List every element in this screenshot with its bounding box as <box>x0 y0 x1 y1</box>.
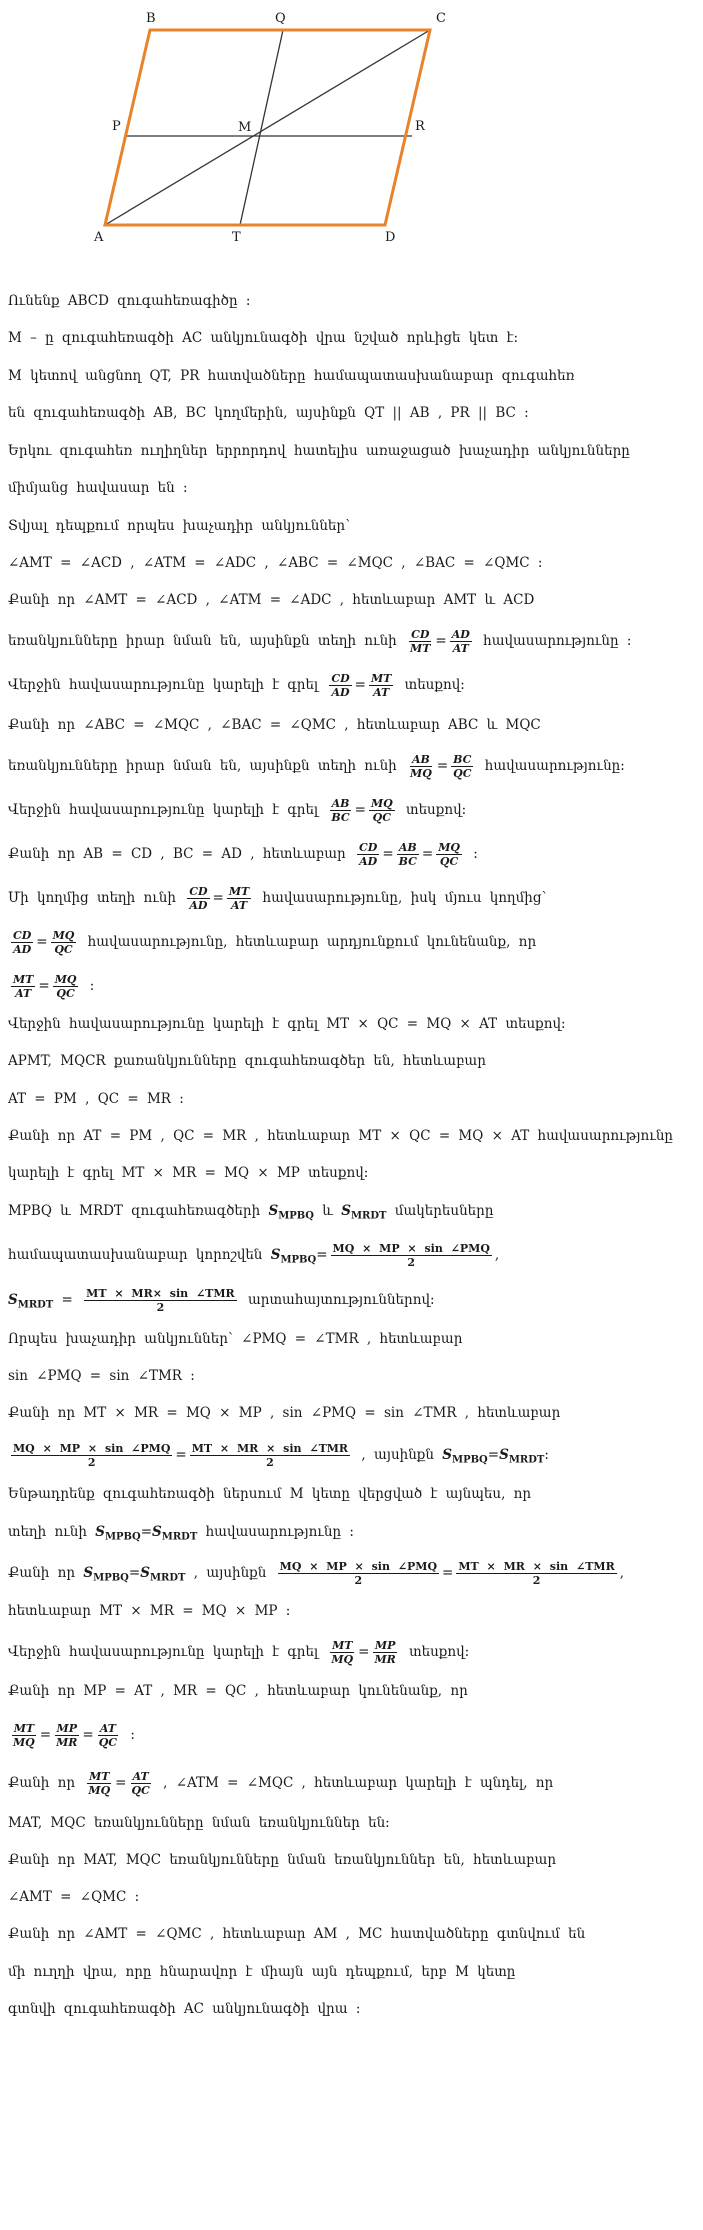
fraction: $\frac{\text{MT × MR × sin ∠TMR}}{2}$ <box>191 1442 349 1469</box>
fraction: $\frac{MT}{AT}$ <box>370 672 392 699</box>
text-line: ∠AMT = ∠QMC : <box>8 1889 140 1905</box>
fraction: $\frac{\text{MT × MR× sin ∠TMR}}{2}$ <box>86 1287 235 1314</box>
text-line: մի ուղղի վրա, որը հնարավոր է միայն այն դեպքում, երբ M կետը <box>8 1964 516 1980</box>
fraction: $\frac{AT}{QC}$ <box>131 1770 150 1797</box>
text-line: M կետով անցնող QT, PR հատվածները համապատասխանաբար զուգահեռ <box>8 368 575 384</box>
text-line: գտնվի զուգահեռագծի AC անկյունագծի վրա : <box>8 2001 361 2017</box>
text-line: Քանի որ ∠ABC = ∠MQC , ∠BAC = ∠QMC , հետևաբար ABC և MQC <box>8 717 541 733</box>
label-m: M <box>238 120 252 135</box>
diagonal-ac <box>105 30 430 225</box>
text-line: Երկու զուգահեռ ուղիղներ երրորդով հատելիս առաջացած խաչադիր անկյունները <box>8 443 630 459</box>
text-line: Քանի որ MT × MR = MQ × MP , sin ∠PMQ = sin ∠TMR , հետևաբար <box>8 1405 561 1421</box>
area-symbol: $S_{MPBQ}$ <box>270 1247 317 1266</box>
label-c: C <box>436 11 446 26</box>
text-line: Վերջին հավասարությունը կարելի է գրել $\frac{MT}{MQ}$ = $\frac{MP}{MR}$ տեսքով: <box>8 1639 470 1666</box>
fraction: $\frac{\text{MQ × MP × sin ∠PMQ}}{2}$ <box>13 1442 171 1469</box>
text-line: ∠AMT = ∠ACD , ∠ATM = ∠ADC , ∠ABC = ∠MQC , ∠BAC = ∠QMC : <box>8 555 543 571</box>
text-line: APMT, MQCR քառանկյունները զուգահեռագծեր են, հետևաբար <box>8 1053 486 1069</box>
label-p: P <box>112 119 121 134</box>
fraction: $\frac{MQ}{QC}$ <box>370 797 393 824</box>
text-line: Ունենք ABCD զուգահեռագիծը : <box>8 293 251 309</box>
area-symbol: $S_{MRDT}$ <box>152 1524 198 1543</box>
area-symbol: $S_{MPBQ}$ <box>95 1524 141 1543</box>
fraction: $\frac{MQ}{QC}$ <box>438 841 460 868</box>
label-b: B <box>146 11 156 26</box>
label-q: Q <box>275 11 286 26</box>
text-line: Ենթադրենք զուգահեռագծի ներսում M կետը վերցված է այնպես, որ <box>8 1486 532 1502</box>
fraction: $\frac{CD}{AD}$ <box>331 672 350 699</box>
text-line: հետևաբար MT × MR = MQ × MP : <box>8 1603 291 1619</box>
text-line: Քանի որ ∠AMT = ∠QMC , հետևաբար AM , MC հատվածները գտնվում են <box>8 1926 586 1942</box>
fraction: $\frac{\text{MT × MR × sin ∠TMR}}{2}$ <box>458 1560 615 1587</box>
area-symbol: $S_{MPBQ}$ <box>268 1203 314 1222</box>
fraction: $\frac{AB}{MQ}$ <box>410 753 432 780</box>
text-line: $\frac{\text{MQ × MP × sin ∠PMQ}}{2}$ = $\frac{\text{MT × MR × sin ∠TMR}}{2}$ , այսինքն $S_{MPBQ}=S_{MRDT}$: <box>13 1442 549 1469</box>
text-line: Տվյալ դեպքում որպես խաչադիր անկյուններ՝ <box>8 518 350 534</box>
area-symbol: $S_{MRDT}$ <box>341 1203 387 1222</box>
fraction: $\frac{MP}{MR}$ <box>374 1639 396 1666</box>
text-line: $\frac{MT}{AT}$ = $\frac{MQ}{QC}$ : <box>13 973 95 1000</box>
text: հավասարությունը : <box>483 633 632 649</box>
text-line: Քանի որ AB = CD , BC = AD , հետևաբար $\frac{CD}{AD}$ = $\frac{AB}{BC}$ = $\frac{MQ}{QC}$ : <box>8 841 478 868</box>
text-line: Քանի որ MP = AT , MR = QC , հետևաբար կունենանք, որ <box>8 1683 468 1699</box>
fraction: $\frac{\text{MQ × MP × sin ∠PMQ}}{2}$ <box>279 1560 438 1587</box>
area-symbol: $S_{MRDT}$ <box>8 1292 54 1311</box>
text-line: $\frac{CD}{AD}$ = $\frac{MQ}{QC}$ հավասարությունը, հետևաբար արդյունքում կունենանք, որ <box>13 929 537 956</box>
area-symbol: $S_{MPBQ}$ <box>442 1447 488 1466</box>
fraction: $\frac{MT}{MQ}$ <box>331 1639 354 1666</box>
label-r: R <box>415 119 425 134</box>
text: եռանկյունները իրար նման են, այսինքն տեղի ունի <box>8 633 397 649</box>
area-symbol: $S_{MRDT}$ <box>499 1447 545 1466</box>
area-symbol: $S_{MRDT}$ <box>140 1565 186 1584</box>
area-symbol: $S_{MPBQ}$ <box>83 1565 129 1584</box>
fraction: $\frac{BC}{QC}$ <box>453 753 472 780</box>
text-line: միմյանց հավասար են : <box>8 480 188 496</box>
text-line: Քանի որ $S_{MPBQ}=S_{MRDT}$ , այսինքն $\frac{\text{MQ × MP × sin ∠PMQ}}{2}$ = $\frac{\text{MT × MR × sin ∠TMR}}{2}$ , <box>8 1560 625 1587</box>
fraction: $\frac{CD}{AD}$ <box>189 885 208 912</box>
text-line: Քանի որ AT = PM , QC = MR , հետևաբար MT × QC = MQ × AT հավասարությունը <box>8 1128 674 1144</box>
text-line: MAT, MQC եռանկյունները նման եռանկյուններ են: <box>8 1815 390 1831</box>
fraction: $\frac{CD}{AD}$ <box>359 841 378 868</box>
fraction: $\frac{CD}{AD}$ <box>13 929 32 956</box>
fraction: $\frac{MT}{AT}$ <box>228 885 250 912</box>
fraction: $\frac{MT}{MQ}$ <box>88 1770 111 1797</box>
text-line: տեղի ունի $S_{MPBQ}=S_{MRDT}$ հավասարությունը : <box>8 1524 354 1543</box>
fraction: $\frac{MQ}{QC}$ <box>52 929 75 956</box>
fraction: $\frac{MP}{MR}$ <box>56 1722 78 1749</box>
text-line: MPBQ և MRDT զուգահեռագծերի $S_{MPBQ}$ և $S_{MRDT}$ մակերեսները <box>8 1203 494 1222</box>
text-line: AT = PM , QC = MR : <box>8 1091 184 1107</box>
text-line: եռանկյունները իրար նման են, այսինքն տեղի ունի $\frac{AB}{MQ}$ = $\frac{BC}{QC}$ հավասարությունը: <box>8 753 625 780</box>
text-line: Մի կողմից տեղի ունի $\frac{CD}{AD}$ = $\frac{MT}{AT}$ հավասարությունը, իսկ մյուս կողմից՝ <box>8 885 547 912</box>
text-line: Վերջին հավասարությունը կարելի է գրել $\frac{CD}{AD}$ = $\frac{MT}{AT}$ տեսքով: <box>8 672 465 699</box>
text-line: Քանի որ $\frac{MT}{MQ}$ = $\frac{AT}{QC}$ , ∠ATM = ∠MQC , հետևաբար կարելի է պնդել, որ <box>8 1770 554 1797</box>
text-line: $\frac{MT}{MQ}$ = $\frac{MP}{MR}$ = $\frac{AT}{QC}$ : <box>13 1722 135 1749</box>
label-a: A <box>94 230 104 245</box>
fraction: $\frac{AB}{BC}$ <box>331 797 350 824</box>
text-line: են զուգահեռագծի AB, BC կողմերին, այսինքն QT || AB , PR || BC : <box>8 405 529 421</box>
text-line: sin ∠PMQ = sin ∠TMR : <box>8 1368 195 1384</box>
text-line: M – ը զուգահեռագծի AC անկյունագծի վրա նշված որևիցե կետ է: <box>8 330 519 346</box>
label-t: T <box>232 230 241 245</box>
label-d: D <box>385 230 396 245</box>
text-line: Որպես խաչադիր անկյուններ՝ ∠PMQ = ∠TMR , հետևաբար <box>8 1331 463 1347</box>
text-line: եռանկյունները իրար նման են, այսինքն տեղի ունի $\frac{CD}{MT}$ = $\frac{AD}{AT}$ հավասարությունը : <box>8 628 632 655</box>
fraction: $\frac{AB}{BC}$ <box>398 841 417 868</box>
parallelogram-figure <box>0 0 703 260</box>
fraction: $\frac{AD}{AT}$ <box>451 628 470 655</box>
text-line: Վերջին հավասարությունը կարելի է գրել $\frac{AB}{BC}$ = $\frac{MQ}{QC}$ տեսքով: <box>8 797 467 824</box>
text-line: համապատասխանաբար կորոշվեն $S_{MPBQ}=$ $\frac{\text{MQ × MP × sin ∠PMQ}}{2}$ , <box>8 1242 500 1269</box>
fraction: $\frac{AT}{QC}$ <box>98 1722 118 1749</box>
text-line: կարելի է գրել MT × MR = MQ × MP տեսքով: <box>8 1165 369 1181</box>
text-line: Վերջին հավասարությունը կարելի է գրել MT × QC = MQ × AT տեսքով: <box>8 1016 566 1032</box>
fraction: $\frac{\text{MQ × MP × sin ∠PMQ}}{2}$ <box>332 1242 490 1269</box>
fraction: $\frac{MT}{AT}$ <box>13 973 34 1000</box>
fraction: $\frac{CD}{MT}$ <box>410 628 431 655</box>
text-line: $S_{MRDT}$ = $\frac{\text{MT × MR× sin ∠TMR}}{2}$ արտահայտություններով: <box>8 1287 435 1314</box>
text-line: Քանի որ ∠AMT = ∠ACD , ∠ATM = ∠ADC , հետևաբար AMT և ACD <box>8 592 535 608</box>
text-line: Քանի որ MAT, MQC եռանկյունները նման եռանկյուններ են, հետևաբար <box>8 1852 557 1868</box>
fraction: $\frac{MT}{MQ}$ <box>13 1722 35 1749</box>
fraction: $\frac{MQ}{QC}$ <box>54 973 77 1000</box>
